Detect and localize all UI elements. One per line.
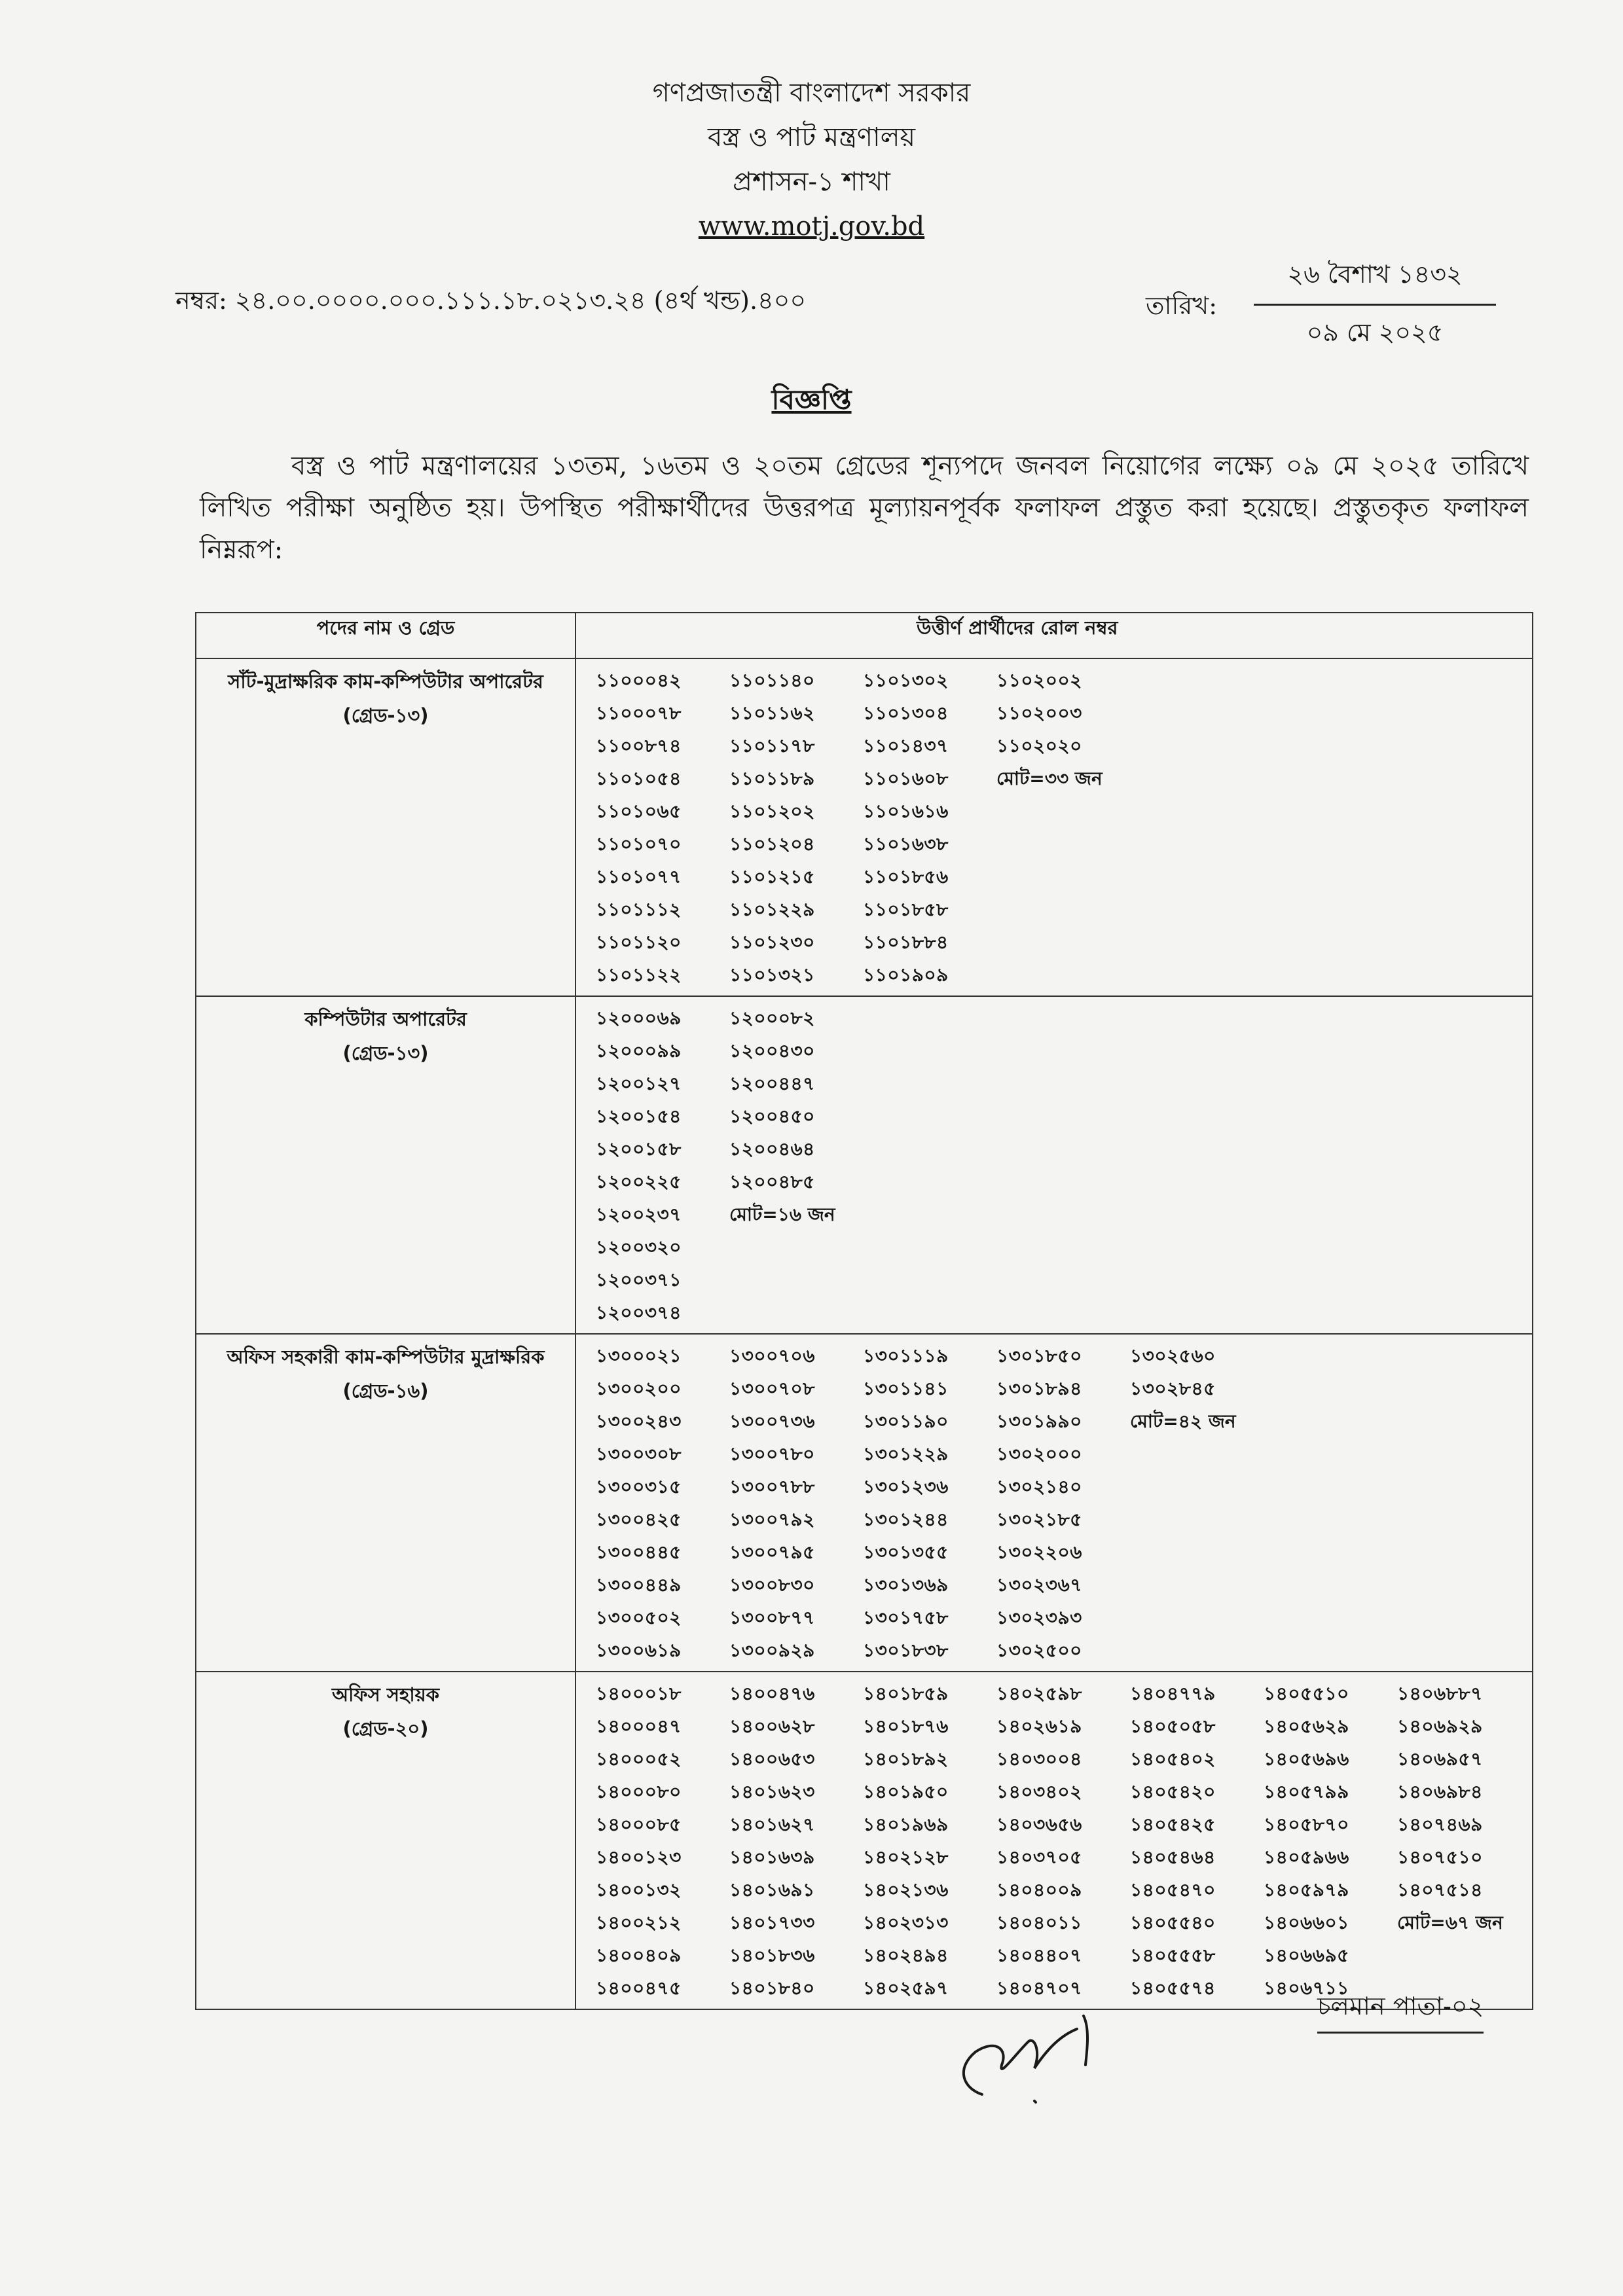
post-name: সাঁট-মুদ্রাক্ষরিক কাম-কম্পিউটার অপারেটর — [228, 670, 543, 692]
roll-number: ১৩০১১৪১ — [863, 1378, 949, 1399]
post-grade: (গ্রেড-২০) — [342, 1717, 429, 1740]
roll-number: ১৩০২৫০০ — [996, 1640, 1082, 1661]
roll-column — [596, 1002, 729, 1329]
roll-column — [729, 1002, 863, 1329]
roll-number: ১৩০২৩৯৩ — [996, 1607, 1082, 1628]
roll-number: ১৪০৫৫৪০ — [1130, 1912, 1216, 1933]
roll-number: ১২০০৩৭১ — [596, 1269, 682, 1291]
table-header-row — [196, 613, 1533, 658]
roll-number: ১৪০৪০০৯ — [996, 1879, 1082, 1901]
continuation-note: চলমান পাতা-০২ — [1317, 1987, 1484, 2034]
roll-number: ১৩০১৯৯০ — [996, 1410, 1082, 1432]
roll-number: ১৩০১১১৯ — [863, 1345, 949, 1367]
roll-number: ১৩০২৮৪৫ — [1130, 1378, 1216, 1399]
roll-number: ১৩০১৮৫০ — [996, 1345, 1082, 1367]
roll-number: ১৪০১৯৬৯ — [863, 1814, 949, 1835]
roll-number: ১১০১৮৫৬ — [863, 866, 949, 888]
roll-number: ১১০১০৭৭ — [596, 866, 682, 888]
roll-column — [596, 664, 729, 992]
roll-number: ১৪০১৭৩৩ — [729, 1912, 815, 1933]
roll-number: ১৪০৭৫১০ — [1397, 1846, 1483, 1868]
roll-number: ১৪০৪৭০৭ — [996, 1977, 1082, 1999]
roll-number: ১২০০৪৪৭ — [729, 1073, 815, 1094]
roll-number: ১১০১৮৫৮ — [863, 899, 949, 920]
roll-column — [1130, 1340, 1264, 1667]
roll-column — [863, 1677, 996, 2005]
date-bangla: ২৬ বৈশাখ ১৪৩২ — [1254, 255, 1496, 306]
table-row — [196, 658, 1533, 996]
roll-cell — [575, 996, 1533, 1334]
roll-number: ১৩০০৭৮৮ — [729, 1476, 815, 1498]
roll-number: ১৪০৫৬২৯ — [1264, 1715, 1349, 1737]
roll-number: ১৪০২৩১৩ — [863, 1912, 949, 1933]
roll-number: ১২০০৪৩০ — [729, 1040, 815, 1062]
total-count: মোট=৪২ জন — [1130, 1410, 1236, 1432]
roll-number: ১৩০০৩০৮ — [596, 1443, 682, 1465]
roll-number: ১৩০১৭৫৮ — [863, 1607, 949, 1628]
roll-number: ১২০০৪৮৫ — [729, 1171, 815, 1193]
roll-number: ১৩০১৮৩৮ — [863, 1640, 949, 1661]
roll-number: ১৪০৬৭১১ — [1264, 1977, 1349, 1999]
table-row — [196, 996, 1533, 1334]
roll-number: ১২০০১৫৪ — [596, 1105, 682, 1127]
notice-body: বস্ত্র ও পাট মন্ত্রণালয়ের ১৩তম, ১৬তম ও ২০তম গ্রেডের শূন্যপদে জনবল নিয়োগের লক্ষ্যে ০৯ মে ২০২৫ তারিখে লিখিত পরীক্ষা অনুষ্ঠিত হয়। উপস্থিত পরীক্ষার্থীদের উত্তরপত্র মূল্যায়নপূর্বক ফলাফল প্রস্তুত করা হয়েছে। প্রস্তুতকৃত ফলাফল নিম্নরূপ: — [200, 451, 1529, 565]
roll-number: ১৩০০৬১৯ — [596, 1640, 682, 1661]
roll-number: ১৪০১৮৫৯ — [863, 1683, 949, 1704]
roll-number: ১৩০০৭০৬ — [729, 1345, 815, 1367]
roll-number: ১৪০৩০০৪ — [996, 1748, 1082, 1770]
roll-number: ১৪০০০৪৭ — [596, 1715, 682, 1737]
roll-number: ১৪০২১২৮ — [863, 1846, 949, 1868]
roll-number: ১৪০০০১৮ — [596, 1683, 682, 1704]
total-count: মোট=৬৭ জন — [1397, 1912, 1503, 1933]
roll-number: ১৪০১৬৯১ — [729, 1879, 815, 1901]
roll-column — [863, 1340, 996, 1667]
roll-cell — [575, 1672, 1533, 2009]
table-row — [196, 1334, 1533, 1672]
roll-number: ১৩০০৭৯৫ — [729, 1541, 815, 1563]
roll-number: ১১০১৩২১ — [729, 964, 815, 986]
post-grade: (গ্রেড-১৬) — [342, 1380, 429, 1402]
roll-number: ১৪০০৪৭৬ — [729, 1683, 815, 1704]
roll-number: ১২০০৪৬৪ — [729, 1138, 815, 1160]
roll-cell — [575, 1334, 1533, 1672]
subject-text: বিজ্ঞপ্তি — [771, 384, 852, 416]
roll-number: ১৪০০১৩২ — [596, 1879, 682, 1901]
roll-number: ১৩০০৭৮০ — [729, 1443, 815, 1465]
roll-grid — [576, 1340, 1532, 1667]
government-name: গণপ্রজাতন্ত্রী বাংলাদেশ সরকার — [652, 78, 971, 108]
roll-column — [729, 664, 863, 992]
total-count: মোট=১৬ জন — [729, 1204, 835, 1225]
post-column-header: পদের নাম ও গ্রেড — [196, 613, 575, 658]
roll-number: ১১০২০০৩ — [996, 702, 1082, 724]
roll-number: ১৪০৭৪৬৯ — [1397, 1814, 1483, 1835]
roll-number: ১৪০১৬২৩ — [729, 1781, 815, 1803]
roll-number: ১৪০৭৫১৪ — [1397, 1879, 1483, 1901]
roll-number: ১৪০৬৬৯৫ — [1264, 1945, 1349, 1966]
roll-number: ১১০১০৬৫ — [596, 800, 682, 822]
letterhead — [0, 71, 1623, 249]
roll-number: ১১০০৮৭৪ — [596, 735, 682, 757]
roll-number: ১২০০৩২০ — [596, 1236, 682, 1258]
roll-number: ১৩০১৮৯৪ — [996, 1378, 1082, 1399]
roll-number: ১৪০০০৮০ — [596, 1781, 682, 1803]
roll-number: ১৪০১৮৯২ — [863, 1748, 949, 1770]
roll-number: ১৪০৬৬০১ — [1264, 1912, 1349, 1933]
roll-number: ১৪০৪০১১ — [996, 1912, 1082, 1933]
roll-number: ১১০১২৩০ — [729, 931, 815, 953]
roll-number: ১২০০৪৫০ — [729, 1105, 815, 1127]
roll-column — [729, 1677, 863, 2005]
roll-number: ১১০১০৭০ — [596, 833, 682, 855]
roll-number: ১৩০০৭৯২ — [729, 1509, 815, 1530]
roll-number: ১৩০১৩৫৫ — [863, 1541, 949, 1563]
roll-number: ১৪০১৬৩৯ — [729, 1846, 815, 1868]
roll-number: ১২০০২৩৭ — [596, 1204, 682, 1225]
memo-number: নম্বর: ২৪.০০.০০০০.০০০.১১১.১৮.০২১৩.২৪ (৪র্থ খন্ড).৪০০ — [175, 286, 807, 315]
roll-number: ১৪০১৯৫০ — [863, 1781, 949, 1803]
roll-number: ১৪০৩৭০৫ — [996, 1846, 1082, 1868]
roll-number: ১৪০৫৪২৫ — [1130, 1814, 1216, 1835]
roll-number: ১৩০২১৪০ — [996, 1476, 1082, 1498]
roll-number: ১১০১৬১৬ — [863, 800, 949, 822]
roll-number: ১৪০৬৮৮৭ — [1397, 1683, 1483, 1704]
roll-number: ১৪০১৮৭৬ — [863, 1715, 949, 1737]
roll-number: ১১০১২০৪ — [729, 833, 815, 855]
roll-number: ১৩০০০২১ — [596, 1345, 682, 1367]
roll-number: ১১০১৮৮৪ — [863, 931, 949, 953]
roll-column — [1264, 1677, 1397, 2005]
roll-number: ১৪০৩৪০২ — [996, 1781, 1082, 1803]
roll-number: ১৪০৪৪০৭ — [996, 1945, 1082, 1966]
roll-number: ১৩০০৪৪৫ — [596, 1541, 682, 1563]
roll-number: ১৩০১২২৯ — [863, 1443, 949, 1465]
roll-number: ১৪০২৫৯৭ — [863, 1977, 949, 1999]
roll-number: ১৪০৩৬৫৬ — [996, 1814, 1082, 1835]
post-cell — [196, 1672, 575, 2009]
roll-number: ১১০০০৭৮ — [596, 702, 682, 724]
roll-number: ১৪০০১২৩ — [596, 1846, 682, 1868]
roll-number: ১৪০০০৫২ — [596, 1748, 682, 1770]
post-grade: (গ্রেড-১৩) — [342, 1042, 429, 1064]
post-cell — [196, 996, 575, 1334]
roll-number: ১৩০০৪২৫ — [596, 1509, 682, 1530]
post-cell — [196, 658, 575, 996]
post-cell — [196, 1334, 575, 1672]
roll-number: ১১০১৪৩৭ — [863, 735, 949, 757]
roll-number: ১২০০১৫৮ — [596, 1138, 682, 1160]
date-english: ০৯ মে ২০২৫ — [1306, 318, 1444, 347]
roll-column — [729, 1340, 863, 1667]
roll-number: ১১০০০৪২ — [596, 670, 682, 691]
branch-name: প্রশাসন-১ শাখা — [733, 167, 890, 197]
roll-number: ১১০২০২০ — [996, 735, 1082, 757]
roll-number: ১১০১৯০৯ — [863, 964, 949, 986]
roll-number: ১৪০০০৮৫ — [596, 1814, 682, 1835]
roll-number: ১৩০১৩৬৯ — [863, 1574, 949, 1596]
roll-number: ১২০০০৮২ — [729, 1007, 815, 1029]
roll-number: ১১০১৩০৪ — [863, 702, 949, 724]
roll-number: ১৪০২৫৯৮ — [996, 1683, 1082, 1704]
website-link[interactable]: www.motj.gov.bd — [698, 211, 925, 242]
roll-number: ১৩০০৫০২ — [596, 1607, 682, 1628]
roll-number: ১১০১১২২ — [596, 964, 682, 986]
roll-number: ১৪০২৪৯৪ — [863, 1945, 949, 1966]
roll-number: ১৩০০৩১৫ — [596, 1476, 682, 1498]
roll-number: ১৪০৬৯৫৭ — [1397, 1748, 1483, 1770]
roll-number: ১১০১১৪০ — [729, 670, 815, 691]
roll-column — [863, 664, 996, 992]
roll-number: ১৩০০৭০৮ — [729, 1378, 815, 1399]
roll-number: ১১০১২১৫ — [729, 866, 815, 888]
roll-number: ১৩০২৩৬৭ — [996, 1574, 1082, 1596]
roll-column — [1397, 1677, 1531, 2005]
roll-column — [596, 1677, 729, 2005]
roll-number: ১৪০৫৫৫৮ — [1130, 1945, 1216, 1966]
roll-number: ১১০১১১২ — [596, 899, 682, 920]
roll-number: ১৩০০৮৭৭ — [729, 1607, 815, 1628]
roll-number: ১৪০০৪৭৫ — [596, 1977, 682, 1999]
roll-number: ১৩০০৭৩৬ — [729, 1410, 815, 1432]
roll-number: ১১০১১৬২ — [729, 702, 815, 724]
roll-number: ১২০০৩৭৪ — [596, 1302, 682, 1323]
results-table — [195, 612, 1533, 2010]
roll-number: ১৪০৫৪২০ — [1130, 1781, 1216, 1803]
roll-number: ১১০১১৮৯ — [729, 768, 815, 789]
roll-number: ১২০০২২৫ — [596, 1171, 682, 1193]
roll-number: ১৪০৫৫৭৪ — [1130, 1977, 1216, 1999]
roll-number: ১৪০৫৪৬৪ — [1130, 1846, 1216, 1868]
roll-number: ১১০১৬৩৮ — [863, 833, 949, 855]
roll-number: ১৪০৫৬৯৬ — [1264, 1748, 1349, 1770]
roll-number: ১১০১৩০২ — [863, 670, 949, 691]
roll-number: ১৪০৫৪০২ — [1130, 1748, 1216, 1770]
roll-number: ১৩০২১৮৫ — [996, 1509, 1082, 1530]
roll-number: ১৪০০২১২ — [596, 1912, 682, 1933]
roll-grid — [576, 1002, 1532, 1329]
roll-number: ১৪০৫৭৯৯ — [1264, 1781, 1349, 1803]
table-row — [196, 1672, 1533, 2009]
roll-number: ১৪০০৬২৮ — [729, 1715, 815, 1737]
roll-number: ১২০০১২৭ — [596, 1073, 682, 1094]
roll-number: ১৪০৫৯৬৬ — [1264, 1846, 1349, 1868]
date-stack — [1254, 255, 1496, 355]
roll-number: ১৪০২১৩৬ — [863, 1879, 949, 1901]
roll-number: ১৩০১২৩৬ — [863, 1476, 949, 1498]
ministry-name: বস্ত্র ও পাট মন্ত্রণালয় — [707, 122, 916, 152]
roll-number: ১৪০০৪০৯ — [596, 1945, 682, 1966]
roll-column — [996, 1340, 1130, 1667]
roll-number: ১৩০১১৯০ — [863, 1410, 949, 1432]
signature-mark — [936, 1990, 1185, 2108]
roll-number: ১৪০৫৮৭০ — [1264, 1814, 1349, 1835]
roll-number: ১১০১৬০৮ — [863, 768, 949, 789]
roll-number: ১১০১০৫৪ — [596, 768, 682, 789]
roll-number: ১৪০২৬১৯ — [996, 1715, 1082, 1737]
roll-number: ১৪০৫৫১০ — [1264, 1683, 1349, 1704]
roll-number: ১৪০০৬৫৩ — [729, 1748, 815, 1770]
roll-cell — [575, 658, 1533, 996]
post-grade: (গ্রেড-১৩) — [342, 704, 429, 726]
roll-number: ১৩০০৯২৯ — [729, 1640, 815, 1661]
roll-number: ১১০১১২০ — [596, 931, 682, 953]
notice-subject — [0, 378, 1623, 425]
date-label: তারিখ: — [1146, 291, 1218, 320]
roll-number: ১২০০০৯৯ — [596, 1040, 682, 1062]
roll-column — [1130, 1677, 1264, 2005]
roll-number: ১৪০১৮৪০ — [729, 1977, 815, 1999]
roll-number: ১৩০০৪৪৯ — [596, 1574, 682, 1596]
roll-number: ১১০২০০২ — [996, 670, 1082, 691]
roll-number: ১৪০৪৭৭৯ — [1130, 1683, 1216, 1704]
roll-number: ১৩০০৮৩০ — [729, 1574, 815, 1596]
roll-number: ১১০১২০২ — [729, 800, 815, 822]
roll-number: ১৪০৬৯২৯ — [1397, 1715, 1483, 1737]
roll-number: ১১০১১৭৮ — [729, 735, 815, 757]
roll-number: ১৪০৫৪৭০ — [1130, 1879, 1216, 1901]
roll-number: ১৪০৫০৫৮ — [1130, 1715, 1216, 1737]
roll-number: ১২০০০৬৯ — [596, 1007, 682, 1029]
roll-number: ১৩০১২৪৪ — [863, 1509, 949, 1530]
roll-column — [996, 664, 1130, 992]
roll-number: ১৩০২৫৬০ — [1130, 1345, 1216, 1367]
roll-column-header: উত্তীর্ণ প্রার্থীদের রোল নম্বর — [575, 613, 1533, 658]
roll-number: ১৪০১৮৩৬ — [729, 1945, 815, 1966]
roll-number: ১৩০০২৪৩ — [596, 1410, 682, 1432]
post-name: অফিস সহকারী কাম-কম্পিউটার মুদ্রাক্ষরিক — [227, 1346, 545, 1368]
results-body — [196, 658, 1533, 2009]
roll-grid — [576, 1677, 1532, 2005]
roll-column — [596, 1340, 729, 1667]
total-count: মোট=৩৩ জন — [996, 768, 1103, 789]
roll-column — [996, 1677, 1130, 2005]
roll-number: ১৪০৬৯৮৪ — [1397, 1781, 1483, 1803]
post-name: অফিস সহায়ক — [331, 1683, 440, 1706]
roll-number: ১৩০০২০০ — [596, 1378, 682, 1399]
roll-number: ১৩০২২০৬ — [996, 1541, 1082, 1563]
post-name: কম্পিউটার অপারেটর — [304, 1008, 467, 1030]
roll-number: ১৩০২০০০ — [996, 1443, 1082, 1465]
roll-number: ১১০১২২৯ — [729, 899, 815, 920]
roll-grid — [576, 664, 1532, 992]
roll-number: ১৪০১৬২৭ — [729, 1814, 815, 1835]
roll-number: ১৪০৫৯৭৯ — [1264, 1879, 1349, 1901]
